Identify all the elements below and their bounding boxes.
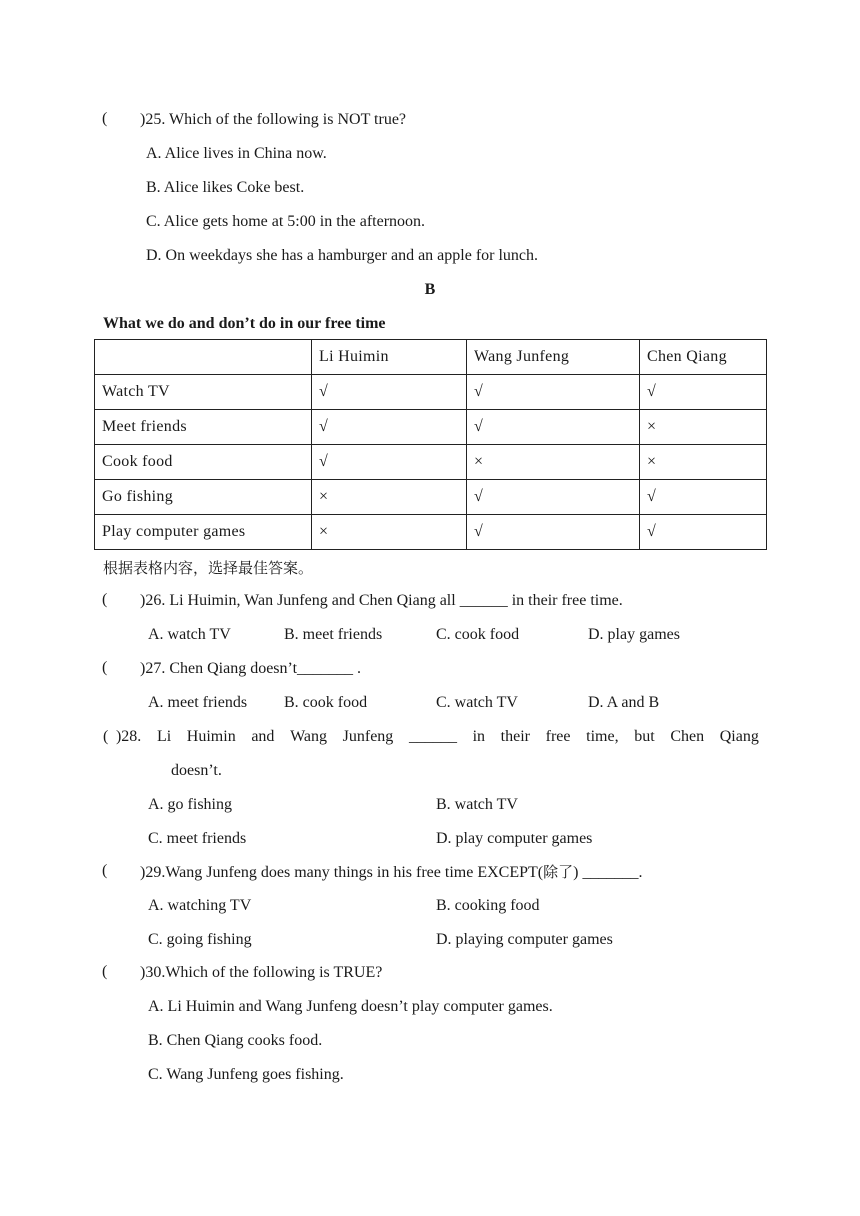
stem-word: ______ xyxy=(408,728,457,745)
option-a: A. watching TV xyxy=(148,897,252,914)
option-d: D. play computer games xyxy=(436,830,593,847)
table-header-cell: Wang Junfeng xyxy=(467,340,640,375)
option-b: B. cook food xyxy=(284,694,368,711)
table-row xyxy=(95,445,767,480)
option-a: A. Li Huimin and Wang Junfeng doesn’t play computer games. xyxy=(148,998,553,1015)
question-stem: )30.Which of the following is TRUE? xyxy=(140,964,383,981)
mark-cell: × xyxy=(640,445,767,480)
answer-paren: ( xyxy=(103,728,109,745)
stem-word: )28. xyxy=(115,728,142,745)
option-b: B. cooking food xyxy=(436,897,540,914)
option-a: A. watch TV xyxy=(148,626,231,643)
free-time-table xyxy=(94,339,767,550)
option-b: B. Alice likes Coke best. xyxy=(146,179,305,196)
stem-part: ) _______. xyxy=(573,864,643,881)
table-row xyxy=(95,480,767,515)
activity-cell: Watch TV xyxy=(95,375,312,410)
question-stem: )27. Chen Qiang doesn’t_______ . xyxy=(140,660,362,677)
mark-cell: √ xyxy=(312,375,467,410)
mark-cell: √ xyxy=(312,445,467,480)
mark-cell: √ xyxy=(312,410,467,445)
stem-word: Chen xyxy=(670,728,705,745)
option-b: B. Chen Qiang cooks food. xyxy=(148,1032,323,1049)
option-b: B. watch TV xyxy=(436,796,518,813)
table-header-cell: Li Huimin xyxy=(312,340,467,375)
activity-cell: Meet friends xyxy=(95,410,312,445)
option-c: C. Wang Junfeng goes fishing. xyxy=(148,1066,344,1083)
answer-paren: ( xyxy=(102,110,108,127)
answer-paren: ( xyxy=(102,659,108,676)
mark-cell: √ xyxy=(640,375,767,410)
option-d: D. A and B xyxy=(588,694,660,711)
mark-cell: × xyxy=(312,480,467,515)
stem-word: time, xyxy=(586,728,619,745)
mark-cell: × xyxy=(312,515,467,550)
stem-word: their xyxy=(500,728,530,745)
stem-word: Li xyxy=(156,728,172,745)
option-a: A. go fishing xyxy=(148,796,232,813)
question-stem xyxy=(140,862,642,883)
answer-paren: ( xyxy=(102,963,108,980)
instruction-text: 根据表格内容，选择最佳答案。 xyxy=(103,559,314,577)
stem-word: in xyxy=(472,728,486,745)
option-a: A. Alice lives in China now. xyxy=(146,145,327,162)
option-c: C. watch TV xyxy=(436,694,518,711)
mark-cell: × xyxy=(640,410,767,445)
table-title: What we do and don’t do in our free time xyxy=(103,315,386,332)
table-row xyxy=(95,375,767,410)
table-row xyxy=(95,515,767,550)
option-c: C. meet friends xyxy=(148,830,247,847)
mark-cell: √ xyxy=(467,480,640,515)
question-stem xyxy=(103,727,759,747)
question-stem: )25. Which of the following is NOT true? xyxy=(140,111,407,128)
mark-cell: √ xyxy=(640,515,767,550)
mark-cell: √ xyxy=(467,515,640,550)
stem-word: Huimin xyxy=(186,728,236,745)
stem-word: and xyxy=(251,728,275,745)
option-c: C. Alice gets home at 5:00 in the afternoon. xyxy=(146,213,426,230)
mark-cell: × xyxy=(467,445,640,480)
activity-cell: Go fishing xyxy=(95,480,312,515)
mark-cell: √ xyxy=(640,480,767,515)
question-stem: )26. Li Huimin, Wan Junfeng and Chen Qiang all ______ in their free time. xyxy=(140,592,623,609)
activity-cell: Play computer games xyxy=(95,515,312,550)
option-d: D. On weekdays she has a hamburger and an apple for lunch. xyxy=(146,247,539,264)
option-a: A. meet friends xyxy=(148,694,248,711)
answer-paren: ( xyxy=(102,862,108,879)
stem-word: Wang xyxy=(290,728,327,745)
question-stem-continued: doesn’t. xyxy=(171,762,222,779)
stem-part: )29.Wang Junfeng does many things in his free time EXCEPT( xyxy=(140,864,544,881)
section-letter: B xyxy=(424,281,436,298)
stem-word: Qiang xyxy=(719,728,759,745)
mark-cell: √ xyxy=(467,375,640,410)
table-row xyxy=(95,410,767,445)
option-b: B. meet friends xyxy=(284,626,383,643)
option-d: D. playing computer games xyxy=(436,931,613,948)
option-c: C. cook food xyxy=(436,626,520,643)
mark-cell: √ xyxy=(467,410,640,445)
table-header-cell xyxy=(95,340,312,375)
option-c: C. going fishing xyxy=(148,931,252,948)
stem-word: free xyxy=(545,728,571,745)
stem-word: Junfeng xyxy=(342,728,394,745)
stem-cjk-part: 除了 xyxy=(543,863,574,881)
table-header-cell: Chen Qiang xyxy=(640,340,767,375)
option-d: D. play games xyxy=(588,626,680,643)
activity-cell: Cook food xyxy=(95,445,312,480)
answer-paren: ( xyxy=(102,591,108,608)
stem-word: but xyxy=(634,728,655,745)
table-header-row xyxy=(95,340,767,375)
